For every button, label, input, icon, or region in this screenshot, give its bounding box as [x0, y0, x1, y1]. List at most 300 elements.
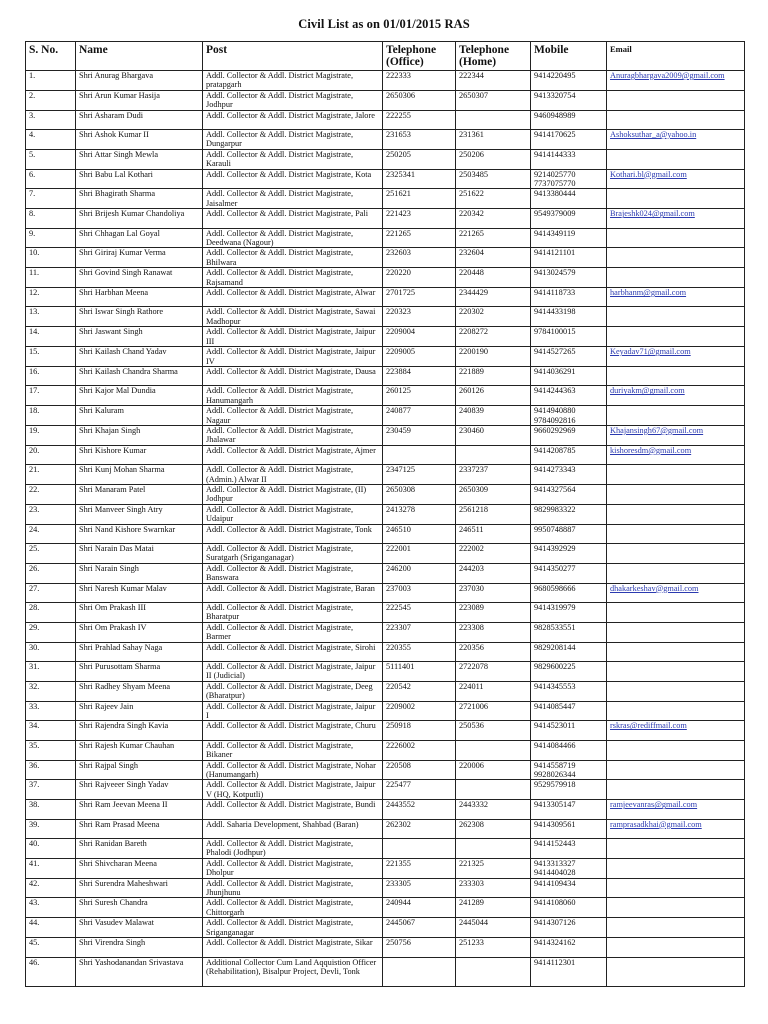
- cell-name: Shri Ranidan Bareth: [76, 839, 203, 859]
- cell-mobile: 9414152443: [531, 839, 607, 859]
- page-title: Civil List as on 01/01/2015 RAS: [298, 17, 470, 31]
- cell-name: Shri Surendra Maheshwari: [76, 878, 203, 898]
- table-row: [26, 583, 745, 602]
- cell-telephone-office: [383, 957, 456, 986]
- cell-post: Additional Collector Cum Land Aqquistion Officer (Rehabilitation), Bisalpur Project, Devli, Tonk: [203, 957, 383, 986]
- cell-email: [607, 957, 745, 986]
- cell-mobile: 9414324162: [531, 938, 607, 957]
- cell-mobile: 9413024579: [531, 268, 607, 288]
- table-row: [26, 622, 745, 642]
- header-telephone-office-line2: (Office): [386, 56, 424, 68]
- cell-telephone-home: 221325: [456, 858, 531, 878]
- table-row: [26, 662, 745, 682]
- table-row: [26, 465, 745, 485]
- cell-sno: 37.: [26, 780, 76, 800]
- table-row: [26, 563, 745, 583]
- cell-telephone-office: 223884: [383, 366, 456, 385]
- cell-mobile: 9214025770 7737075770: [531, 169, 607, 189]
- table-row: [26, 189, 745, 209]
- cell-sno: 22.: [26, 484, 76, 504]
- cell-sno: 26.: [26, 563, 76, 583]
- cell-telephone-home: 250206: [456, 149, 531, 169]
- cell-telephone-home: 250536: [456, 721, 531, 740]
- cell-mobile: 9660292969: [531, 425, 607, 445]
- cell-post: Addl. Collector & Addl. District Magistrate, Jhunjhunu: [203, 878, 383, 898]
- cell-telephone-office: 220355: [383, 642, 456, 661]
- cell-telephone-office: 223307: [383, 622, 456, 642]
- cell-telephone-office: 2209002: [383, 701, 456, 721]
- table-row: [26, 543, 745, 563]
- table-row: [26, 228, 745, 248]
- cell-telephone-home: 233303: [456, 878, 531, 898]
- cell-post: Addl. Collector & Addl. District Magistrate, Jaisalmer: [203, 189, 383, 209]
- cell-post: Addl. Collector & Addl. District Magistrate, Deeg (Bharatpur): [203, 681, 383, 701]
- cell-telephone-home: 2561218: [456, 504, 531, 524]
- cell-sno: 38.: [26, 800, 76, 819]
- cell-email: [607, 110, 745, 129]
- table-row: [26, 130, 745, 150]
- cell-mobile: 9414309561: [531, 819, 607, 838]
- cell-post: Addl. Collector & Addl. District Magistrate, Bhilwara: [203, 248, 383, 268]
- header-telephone-office-line1: Telephone: [386, 44, 437, 56]
- cell-sno: 44.: [26, 918, 76, 938]
- email-link[interactable]: dhakarkeshav@gmail.com: [610, 583, 699, 593]
- table-row: [26, 642, 745, 661]
- cell-telephone-home: 241289: [456, 898, 531, 918]
- cell-telephone-home: 232604: [456, 248, 531, 268]
- cell-email: [607, 484, 745, 504]
- cell-name: Shri Kaluram: [76, 406, 203, 426]
- cell-telephone-home: 220448: [456, 268, 531, 288]
- table-row: [26, 425, 745, 445]
- cell-mobile: 9414108060: [531, 898, 607, 918]
- header-email: Email: [607, 42, 745, 71]
- cell-telephone-home: 2337237: [456, 465, 531, 485]
- cell-mobile: 9413380444: [531, 189, 607, 209]
- email-link[interactable]: kishoresdm@gmail.com: [610, 445, 692, 455]
- cell-email: [607, 898, 745, 918]
- cell-telephone-home: 220006: [456, 760, 531, 780]
- cell-sno: 39.: [26, 819, 76, 838]
- cell-mobile: 9414273343: [531, 465, 607, 485]
- cell-post: Addl. Collector & Addl. District Magistrate, Alwar: [203, 288, 383, 307]
- cell-telephone-home: 2503485: [456, 169, 531, 189]
- cell-name: Shri Kailash Chandra Sharma: [76, 366, 203, 385]
- header-telephone-home: [456, 42, 531, 71]
- cell-sno: 1.: [26, 71, 76, 91]
- cell-telephone-office: 222001: [383, 543, 456, 563]
- cell-email: [607, 878, 745, 898]
- cell-telephone-home: 231361: [456, 130, 531, 150]
- cell-mobile: 9414036291: [531, 366, 607, 385]
- cell-telephone-home: 2721006: [456, 701, 531, 721]
- cell-telephone-home: 246511: [456, 524, 531, 543]
- cell-name: Shri Jaswant Singh: [76, 327, 203, 347]
- cell-mobile: 9414392929: [531, 543, 607, 563]
- cell-telephone-office: 2445067: [383, 918, 456, 938]
- cell-telephone-home: [456, 957, 531, 986]
- cell-name: Shri Om Prakash IV: [76, 622, 203, 642]
- cell-email: [607, 366, 745, 385]
- cell-post: Addl. Collector & Addl. District Magistrate, Dausa: [203, 366, 383, 385]
- cell-mobile: 9414121101: [531, 248, 607, 268]
- cell-post: Addl. Collector & Addl. District Magistrate, Jalore: [203, 110, 383, 129]
- cell-email: [607, 642, 745, 661]
- cell-name: Shri Rajeev Jain: [76, 701, 203, 721]
- table-row: [26, 524, 745, 543]
- cell-sno: 35.: [26, 740, 76, 760]
- email-link[interactable]: Khajansingh67@gmail.com: [610, 425, 704, 435]
- cell-telephone-home: 240839: [456, 406, 531, 426]
- table-row: [26, 938, 745, 957]
- cell-sno: 32.: [26, 681, 76, 701]
- cell-mobile: 9828533551: [531, 622, 607, 642]
- cell-sno: 5.: [26, 149, 76, 169]
- email-link[interactable]: Anuragbhargava2009@gmail.com: [610, 71, 725, 80]
- cell-name: Shri Om Prakash III: [76, 602, 203, 622]
- cell-sno: 42.: [26, 878, 76, 898]
- cell-email: [607, 504, 745, 524]
- table-row: [26, 780, 745, 800]
- cell-mobile: 9414319979: [531, 602, 607, 622]
- cell-telephone-office: 220323: [383, 307, 456, 327]
- cell-post: Addl. Collector & Addl. District Magistrate, Banswara: [203, 563, 383, 583]
- table-row: [26, 248, 745, 268]
- cell-sno: 3.: [26, 110, 76, 129]
- cell-telephone-office: 231653: [383, 130, 456, 150]
- cell-mobile: 9680598666: [531, 583, 607, 602]
- cell-name: Shri Govind Singh Ranawat: [76, 268, 203, 288]
- cell-sno: 23.: [26, 504, 76, 524]
- cell-mobile: 9414940880 9784092816: [531, 406, 607, 426]
- table-row: [26, 681, 745, 701]
- civil-list-table: [25, 41, 745, 987]
- cell-telephone-office: 220220: [383, 268, 456, 288]
- email-link[interactable]: ramjeevanras@gmail.com: [610, 800, 698, 810]
- cell-post: Addl. Collector & Addl. District Magistrate, Nohar (Hanumangarh): [203, 760, 383, 780]
- cell-telephone-office: 222333: [383, 71, 456, 91]
- cell-sno: 24.: [26, 524, 76, 543]
- cell-post: Addl. Collector & Addl. District Magistrate, Udaipur: [203, 504, 383, 524]
- cell-name: Shri Kajor Mal Dundia: [76, 386, 203, 406]
- cell-email: [607, 445, 745, 464]
- cell-telephone-office: 246510: [383, 524, 456, 543]
- cell-mobile: 9414170625: [531, 130, 607, 150]
- cell-telephone-office: 260125: [383, 386, 456, 406]
- cell-telephone-home: 221265: [456, 228, 531, 248]
- cell-post: Addl. Collector & Addl. District Magistrate, Baran: [203, 583, 383, 602]
- cell-email: [607, 858, 745, 878]
- cell-email: [607, 583, 745, 602]
- cell-email: [607, 721, 745, 740]
- cell-mobile: 9414144333: [531, 149, 607, 169]
- cell-post: Addl. Collector & Addl. District Magistrate, Tonk: [203, 524, 383, 543]
- cell-email: [607, 681, 745, 701]
- cell-mobile: 9413320754: [531, 90, 607, 110]
- cell-mobile: 9950748887: [531, 524, 607, 543]
- cell-mobile: 9460948989: [531, 110, 607, 129]
- cell-telephone-home: 251622: [456, 189, 531, 209]
- cell-email: [607, 268, 745, 288]
- cell-telephone-home: 251233: [456, 938, 531, 957]
- cell-telephone-office: 222255: [383, 110, 456, 129]
- cell-mobile: 9414109434: [531, 878, 607, 898]
- email-link[interactable]: Kothari.bl@gmail.com: [610, 169, 687, 179]
- cell-post: Addl. Collector & Addl. District Magistrate, Suratgarh (Sriganganagar): [203, 543, 383, 563]
- cell-sno: 20.: [26, 445, 76, 464]
- cell-mobile: 9414527265: [531, 347, 607, 367]
- table-row: [26, 602, 745, 622]
- table-row: [26, 740, 745, 760]
- cell-name: Shri Nand Kishore Swarnkar: [76, 524, 203, 543]
- cell-post: Addl. Collector & Addl. District Magistrate, Deedwana (Nagour): [203, 228, 383, 248]
- cell-mobile: 9829208144: [531, 642, 607, 661]
- cell-telephone-office: 221355: [383, 858, 456, 878]
- cell-telephone-home: [456, 110, 531, 129]
- cell-mobile: 9529579918: [531, 780, 607, 800]
- cell-mobile: 9414307126: [531, 918, 607, 938]
- cell-post: Addl. Collector & Addl. District Magistrate, Dungarpur: [203, 130, 383, 150]
- header-mobile: Mobile: [531, 42, 607, 71]
- cell-telephone-office: 2701725: [383, 288, 456, 307]
- cell-telephone-office: 2226002: [383, 740, 456, 760]
- cell-name: Shri Ashok Kumar II: [76, 130, 203, 150]
- cell-name: Shri Prahlad Sahay Naga: [76, 642, 203, 661]
- table-row: [26, 800, 745, 819]
- cell-telephone-home: [456, 780, 531, 800]
- cell-email: [607, 701, 745, 721]
- cell-email: [607, 819, 745, 838]
- cell-post: Addl. Collector & Addl. District Magistrate, Dholpur: [203, 858, 383, 878]
- cell-post: Addl. Saharia Development, Shahbad (Baran): [203, 819, 383, 838]
- cell-email: [607, 307, 745, 327]
- header-name: Name: [76, 42, 203, 71]
- cell-name: Shri Asharam Dudi: [76, 110, 203, 129]
- cell-mobile: 9414349119: [531, 228, 607, 248]
- cell-email: [607, 543, 745, 563]
- email-link[interactable]: ramprasadkhai@gmail.com: [610, 819, 702, 829]
- cell-name: Shri Manveer Singh Atry: [76, 504, 203, 524]
- cell-sno: 41.: [26, 858, 76, 878]
- cell-email: [607, 622, 745, 642]
- cell-name: Shri Narain Singh: [76, 563, 203, 583]
- cell-telephone-home: 220342: [456, 209, 531, 228]
- cell-email: [607, 524, 745, 543]
- cell-post: Addl. Collector & Addl. District Magistrate, Hanumangarh: [203, 386, 383, 406]
- cell-email: [607, 347, 745, 367]
- table-header-row: [26, 42, 745, 71]
- cell-telephone-office: 2209004: [383, 327, 456, 347]
- cell-mobile: 9414118733: [531, 288, 607, 307]
- cell-mobile: 9414327564: [531, 484, 607, 504]
- table-body: [26, 71, 745, 987]
- cell-telephone-home: 244203: [456, 563, 531, 583]
- cell-telephone-office: 221423: [383, 209, 456, 228]
- cell-telephone-office: 225477: [383, 780, 456, 800]
- email-link[interactable]: Keyadav71@gmail.com: [610, 347, 691, 357]
- cell-post: Addl. Collector & Addl. District Magistrate, Jaipur III: [203, 327, 383, 347]
- cell-telephone-home: [456, 740, 531, 760]
- cell-post: Addl. Collector & Addl. District Magistrate, Karauli: [203, 149, 383, 169]
- table-row: [26, 90, 745, 110]
- cell-telephone-office: 2325341: [383, 169, 456, 189]
- cell-email: [607, 740, 745, 760]
- cell-post: Addl. Collector & Addl. District Magistrate, Sawai Madhopur: [203, 307, 383, 327]
- cell-post: Addl. Collector & Addl. District Magistrate, Jhalawar: [203, 425, 383, 445]
- cell-mobile: 9414345553: [531, 681, 607, 701]
- cell-sno: 21.: [26, 465, 76, 485]
- cell-telephone-office: 2650308: [383, 484, 456, 504]
- cell-telephone-home: 221889: [456, 366, 531, 385]
- cell-post: Addl. Collector & Addl. District Magistrate, Jaipur IV: [203, 347, 383, 367]
- cell-post: Addl. Collector & Addl. District Magistrate, Pali: [203, 209, 383, 228]
- cell-telephone-office: 220508: [383, 760, 456, 780]
- cell-email: [607, 425, 745, 445]
- email-link[interactable]: duriyakm@gmail.com: [610, 386, 685, 396]
- cell-name: Shri Shivcharan Meena: [76, 858, 203, 878]
- table-row: [26, 268, 745, 288]
- cell-post: Addl. Collector & Addl. District Magistrate, Phalodi (Jodhpur): [203, 839, 383, 859]
- cell-name: Shri Vasudev Malawat: [76, 918, 203, 938]
- cell-sno: 30.: [26, 642, 76, 661]
- cell-mobile: 9414523011: [531, 721, 607, 740]
- cell-email: [607, 465, 745, 485]
- cell-name: Shri Ram Prasad Meena: [76, 819, 203, 838]
- cell-telephone-home: 2650307: [456, 90, 531, 110]
- cell-post: Addl. Collector & Addl. District Magistrate, Jaipur V (HQ, Kotputli): [203, 780, 383, 800]
- cell-mobile: 9414085447: [531, 701, 607, 721]
- cell-telephone-home: 2344429: [456, 288, 531, 307]
- cell-email: [607, 149, 745, 169]
- cell-mobile: 9829983322: [531, 504, 607, 524]
- cell-mobile: 9784100015: [531, 327, 607, 347]
- cell-email: [607, 780, 745, 800]
- table-row: [26, 347, 745, 367]
- email-link[interactable]: Brajeshk024@gmail.com: [610, 209, 695, 219]
- cell-mobile: 9414558719 9928026344: [531, 760, 607, 780]
- cell-mobile: 9414084466: [531, 740, 607, 760]
- table-row: [26, 701, 745, 721]
- table-row: [26, 110, 745, 129]
- cell-email: [607, 209, 745, 228]
- cell-telephone-home: 2443332: [456, 800, 531, 819]
- cell-telephone-office: 2443552: [383, 800, 456, 819]
- header-sno: S. No.: [26, 42, 76, 71]
- cell-sno: 36.: [26, 760, 76, 780]
- cell-sno: 11.: [26, 268, 76, 288]
- table-row: [26, 288, 745, 307]
- email-link[interactable]: Ashoksuthar_a@yahoo.in: [610, 130, 697, 140]
- cell-email: [607, 189, 745, 209]
- cell-telephone-office: 240877: [383, 406, 456, 426]
- cell-name: Shri Arun Kumar Hasija: [76, 90, 203, 110]
- cell-post: Addl. Collector & Addl. District Magistrate, Kota: [203, 169, 383, 189]
- cell-post: Addl. Collector & Addl. District Magistrate, Sirohi: [203, 642, 383, 661]
- cell-post: Addl. Collector & Addl. District Magistrate, (Admin.) Alwar II: [203, 465, 383, 485]
- table-row: [26, 898, 745, 918]
- table-row: [26, 386, 745, 406]
- table-row: [26, 839, 745, 859]
- cell-sno: 45.: [26, 938, 76, 957]
- cell-post: Addl. Collector & Addl. District Magistrate, Ajmer: [203, 445, 383, 464]
- cell-sno: 34.: [26, 721, 76, 740]
- cell-sno: 40.: [26, 839, 76, 859]
- cell-telephone-home: 2445044: [456, 918, 531, 938]
- cell-email: [607, 386, 745, 406]
- cell-mobile: 9413313327 9414404028: [531, 858, 607, 878]
- cell-email: [607, 839, 745, 859]
- cell-post: Addl. Collector & Addl. District Magistrate, Bharatpur: [203, 602, 383, 622]
- cell-name: Shri Virendra Singh: [76, 938, 203, 957]
- cell-name: Shri Purusottam Sharma: [76, 662, 203, 682]
- table-row: [26, 149, 745, 169]
- cell-email: [607, 760, 745, 780]
- cell-telephone-home: 2722078: [456, 662, 531, 682]
- cell-telephone-home: [456, 839, 531, 859]
- cell-email: [607, 327, 745, 347]
- cell-mobile: 9414350277: [531, 563, 607, 583]
- table-row: [26, 327, 745, 347]
- table-row: [26, 760, 745, 780]
- cell-name: Shri Harbhan Meena: [76, 288, 203, 307]
- cell-sno: 18.: [26, 406, 76, 426]
- cell-mobile: 9414433198: [531, 307, 607, 327]
- cell-email: [607, 938, 745, 957]
- cell-sno: 13.: [26, 307, 76, 327]
- cell-telephone-office: 250918: [383, 721, 456, 740]
- cell-sno: 46.: [26, 957, 76, 986]
- cell-mobile: 9414220495: [531, 71, 607, 91]
- cell-telephone-office: 2347125: [383, 465, 456, 485]
- cell-email: [607, 563, 745, 583]
- cell-telephone-home: 220356: [456, 642, 531, 661]
- cell-post: Addl. Collector & Addl. District Magistrate, Chittorgarh: [203, 898, 383, 918]
- cell-email: [607, 662, 745, 682]
- cell-name: Shri Naresh Kumar Malav: [76, 583, 203, 602]
- cell-post: Addl. Collector & Addl. District Magistrate, pratapgarh: [203, 71, 383, 91]
- cell-post: Addl. Collector & Addl. District Magistrate, Jaipur I: [203, 701, 383, 721]
- cell-sno: 25.: [26, 543, 76, 563]
- cell-email: [607, 90, 745, 110]
- cell-telephone-home: [456, 445, 531, 464]
- cell-telephone-office: 240944: [383, 898, 456, 918]
- cell-post: Addl. Collector & Addl. District Magistrate, (II) Jodhpur: [203, 484, 383, 504]
- cell-sno: 16.: [26, 366, 76, 385]
- table-row: [26, 71, 745, 91]
- table-row: [26, 858, 745, 878]
- cell-post: Addl. Collector & Addl. District Magistrate, Bikaner: [203, 740, 383, 760]
- cell-name: Shri Kishore Kumar: [76, 445, 203, 464]
- table-row: [26, 366, 745, 385]
- cell-sno: 29.: [26, 622, 76, 642]
- email-link[interactable]: rskras@rediffmail.com: [610, 721, 687, 731]
- cell-telephone-office: 221265: [383, 228, 456, 248]
- cell-name: Shri Babu Lal Kothari: [76, 169, 203, 189]
- cell-name: Shri Khajan Singh: [76, 425, 203, 445]
- cell-telephone-office: 237003: [383, 583, 456, 602]
- email-link[interactable]: harbhanm@gmail.com: [610, 288, 687, 298]
- cell-sno: 14.: [26, 327, 76, 347]
- cell-name: Shri Attar Singh Mewla: [76, 149, 203, 169]
- table-row: [26, 169, 745, 189]
- cell-sno: 19.: [26, 425, 76, 445]
- cell-sno: 7.: [26, 189, 76, 209]
- cell-telephone-home: 2208272: [456, 327, 531, 347]
- table-row: [26, 918, 745, 938]
- table-row: [26, 504, 745, 524]
- cell-post: Addl. Collector & Addl. District Magistrate, Barmer: [203, 622, 383, 642]
- cell-sno: 15.: [26, 347, 76, 367]
